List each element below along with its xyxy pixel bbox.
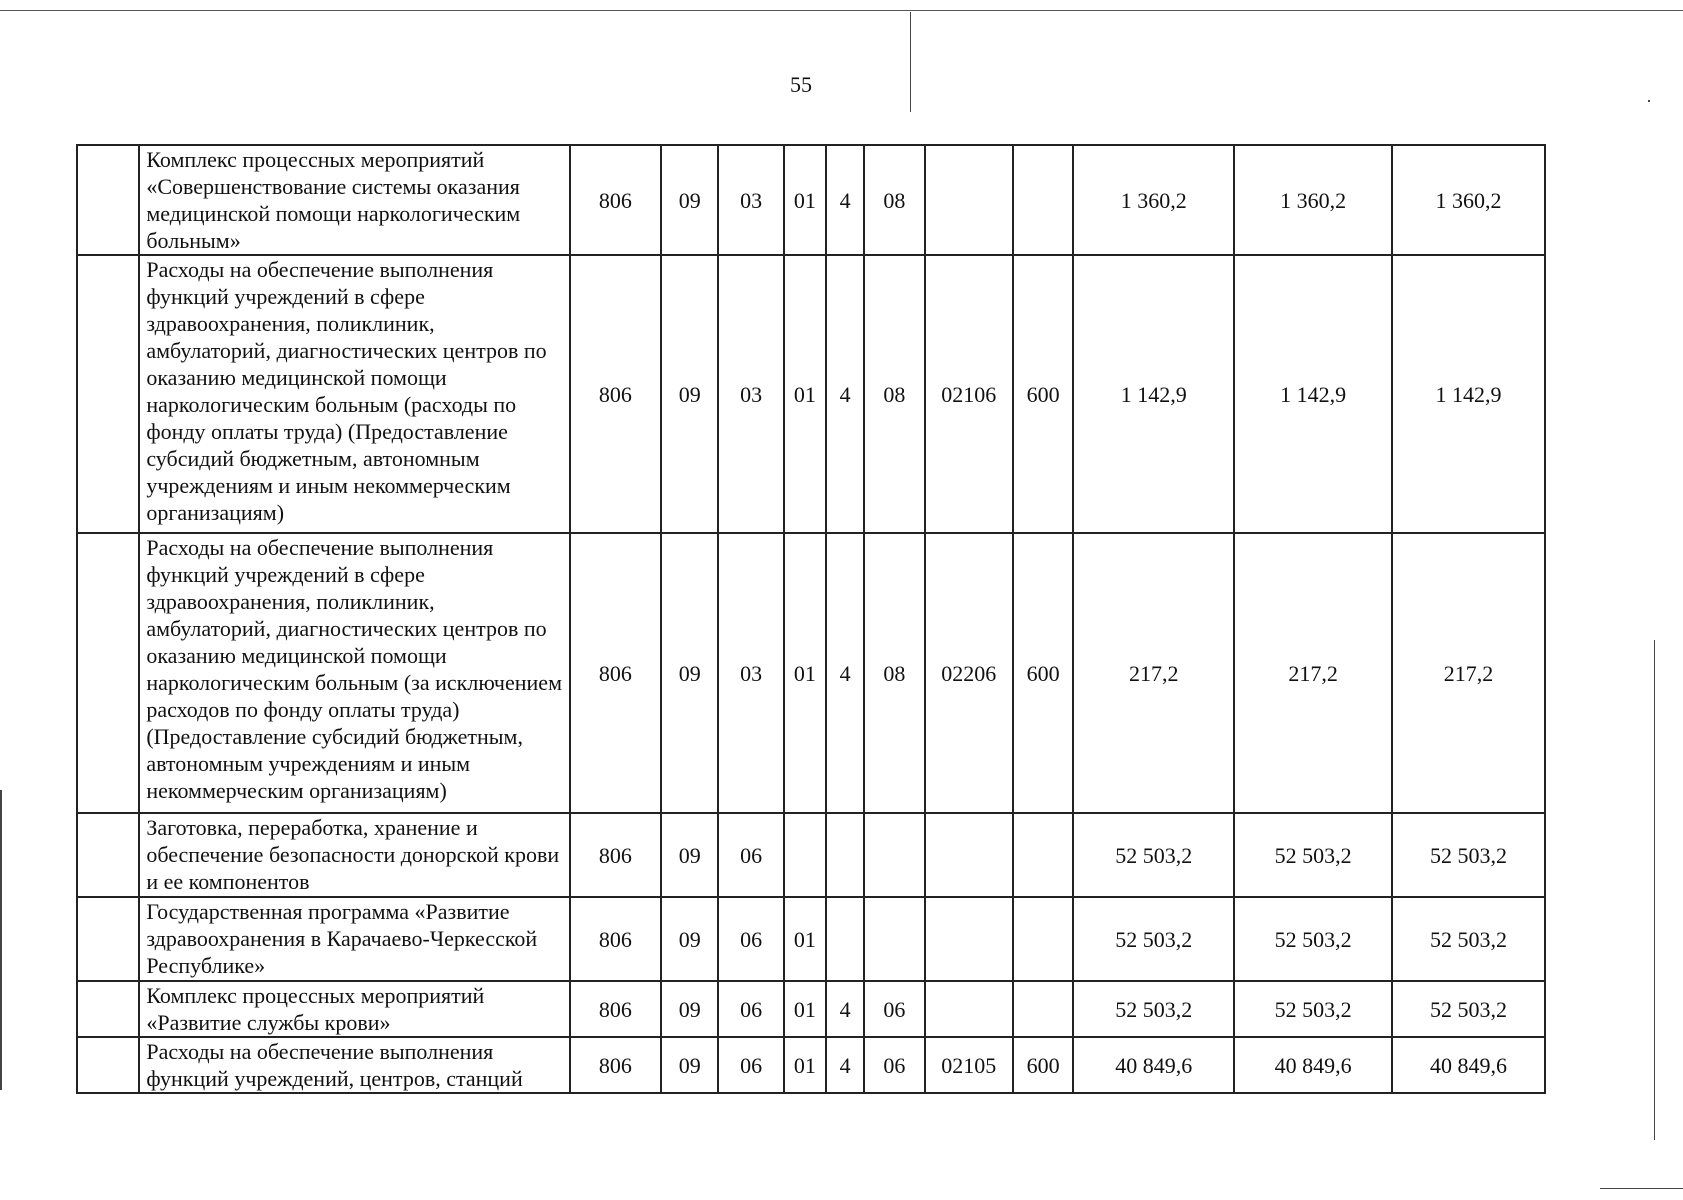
program-cell: 01 <box>784 255 826 533</box>
admin-code-cell: 806 <box>570 981 661 1037</box>
program-cell: 01 <box>784 145 826 255</box>
program-cell: 01 <box>784 897 826 981</box>
row-description: Государственная программа «Развитие здравоохранения в Карачаево-Черкесской Республике» <box>139 897 569 981</box>
row-description: Расходы на обеспечение выполнения функций учреждений, центров, станций <box>139 1037 569 1093</box>
expense-type-cell: 600 <box>1013 1037 1073 1093</box>
table-row <box>77 981 1545 1037</box>
program-cell: 01 <box>784 533 826 813</box>
expense-direction-cell <box>925 145 1013 255</box>
amount-year1-cell: 52 503,2 <box>1073 897 1234 981</box>
expense-type-cell <box>1013 813 1073 897</box>
amount-year3-cell: 52 503,2 <box>1392 813 1545 897</box>
subsection-cell: 03 <box>718 255 783 533</box>
expense-direction-cell <box>925 897 1013 981</box>
section-cell: 09 <box>661 255 718 533</box>
amount-year3-cell: 1 142,9 <box>1392 255 1545 533</box>
table-row <box>77 145 1545 255</box>
program-type-cell <box>826 897 864 981</box>
row-description: Расходы на обеспечение выполнения функций учреждений в сфере здравоохранения, поликлиник, амбулаторий, диагностических центров по оказанию медицинской помощи наркологическим больным (расходы по фонду оплаты труда) (Предоставление субсидий бюджетным, автономным учреждениям и иным некоммерческим организациям) <box>139 255 569 533</box>
row-number-cell <box>77 981 139 1037</box>
expense-direction-cell <box>925 813 1013 897</box>
amount-year3-cell: 40 849,6 <box>1392 1037 1545 1093</box>
amount-year2-cell: 52 503,2 <box>1234 897 1392 981</box>
amount-year2-cell: 40 849,6 <box>1234 1037 1392 1093</box>
program-type-cell <box>826 813 864 897</box>
amount-year1-cell: 52 503,2 <box>1073 981 1234 1037</box>
amount-year3-cell: 1 360,2 <box>1392 145 1545 255</box>
scan-margin-mark <box>1648 100 1650 102</box>
table-row <box>77 1037 1545 1093</box>
subprogram-cell: 08 <box>864 255 924 533</box>
subprogram-cell: 08 <box>864 145 924 255</box>
program-cell: 01 <box>784 981 826 1037</box>
admin-code-cell: 806 <box>570 1037 661 1093</box>
admin-code-cell: 806 <box>570 145 661 255</box>
row-number-cell <box>77 533 139 813</box>
table-row <box>77 255 1545 533</box>
amount-year1-cell: 52 503,2 <box>1073 813 1234 897</box>
row-number-cell <box>77 145 139 255</box>
amount-year1-cell: 1 360,2 <box>1073 145 1234 255</box>
expense-type-cell <box>1013 897 1073 981</box>
amount-year2-cell: 52 503,2 <box>1234 981 1392 1037</box>
page-number: 55 <box>790 72 812 97</box>
row-description: Комплекс процессных мероприятий «Развитие службы крови» <box>139 981 569 1037</box>
amount-year2-cell: 1 360,2 <box>1234 145 1392 255</box>
amount-year3-cell: 217,2 <box>1392 533 1545 813</box>
program-type-cell: 4 <box>826 981 864 1037</box>
row-description: Комплекс процессных мероприятий «Совершенствование системы оказания медицинской помощи наркологическим больным» <box>139 145 569 255</box>
section-cell: 09 <box>661 145 718 255</box>
table-body <box>77 145 1545 1093</box>
amount-year2-cell: 1 142,9 <box>1234 255 1392 533</box>
admin-code-cell: 806 <box>570 255 661 533</box>
expense-type-cell <box>1013 981 1073 1037</box>
table-row <box>77 897 1545 981</box>
section-cell: 09 <box>661 533 718 813</box>
scan-top-edge <box>0 10 1683 11</box>
subsection-cell: 06 <box>718 813 783 897</box>
table-row <box>77 813 1545 897</box>
section-cell: 09 <box>661 897 718 981</box>
subsection-cell: 06 <box>718 981 783 1037</box>
subprogram-cell: 08 <box>864 533 924 813</box>
admin-code-cell: 806 <box>570 533 661 813</box>
row-number-cell <box>77 813 139 897</box>
subsection-cell: 03 <box>718 533 783 813</box>
scan-margin-mark <box>910 12 911 112</box>
expense-direction-cell: 02106 <box>925 255 1013 533</box>
scan-margin-mark <box>1600 1188 1683 1189</box>
amount-year3-cell: 52 503,2 <box>1392 981 1545 1037</box>
program-type-cell: 4 <box>826 533 864 813</box>
expense-direction-cell: 02206 <box>925 533 1013 813</box>
expense-type-cell <box>1013 145 1073 255</box>
section-cell: 09 <box>661 813 718 897</box>
admin-code-cell: 806 <box>570 813 661 897</box>
row-number-cell <box>77 897 139 981</box>
program-cell <box>784 813 826 897</box>
expense-type-cell: 600 <box>1013 255 1073 533</box>
admin-code-cell: 806 <box>570 897 661 981</box>
program-type-cell: 4 <box>826 255 864 533</box>
program-cell: 01 <box>784 1037 826 1093</box>
row-description: Заготовка, переработка, хранение и обеспечение безопасности донорской крови и ее компонентов <box>139 813 569 897</box>
amount-year3-cell: 52 503,2 <box>1392 897 1545 981</box>
scan-margin-mark <box>0 790 2 1090</box>
row-description: Расходы на обеспечение выполнения функций учреждений в сфере здравоохранения, поликлиник, амбулаторий, диагностических центров по оказанию медицинской помощи наркологическим больным (за исключением расходов по фонду оплаты труда) (Предоставление субсидий бюджетным, автономным учреждениям и иным некоммерческим организациям) <box>139 533 569 813</box>
row-number-cell <box>77 255 139 533</box>
subprogram-cell <box>864 897 924 981</box>
row-number-cell <box>77 1037 139 1093</box>
amount-year1-cell: 40 849,6 <box>1073 1037 1234 1093</box>
subsection-cell: 03 <box>718 145 783 255</box>
scan-margin-mark <box>1654 640 1655 1140</box>
subprogram-cell: 06 <box>864 981 924 1037</box>
program-type-cell: 4 <box>826 1037 864 1093</box>
amount-year1-cell: 217,2 <box>1073 533 1234 813</box>
program-type-cell: 4 <box>826 145 864 255</box>
budget-table <box>76 144 1546 1094</box>
amount-year1-cell: 1 142,9 <box>1073 255 1234 533</box>
amount-year2-cell: 52 503,2 <box>1234 813 1392 897</box>
table-row <box>77 533 1545 813</box>
subsection-cell: 06 <box>718 1037 783 1093</box>
expense-type-cell: 600 <box>1013 533 1073 813</box>
subprogram-cell <box>864 813 924 897</box>
subprogram-cell: 06 <box>864 1037 924 1093</box>
section-cell: 09 <box>661 1037 718 1093</box>
section-cell: 09 <box>661 981 718 1037</box>
expense-direction-cell <box>925 981 1013 1037</box>
subsection-cell: 06 <box>718 897 783 981</box>
amount-year2-cell: 217,2 <box>1234 533 1392 813</box>
expense-direction-cell: 02105 <box>925 1037 1013 1093</box>
